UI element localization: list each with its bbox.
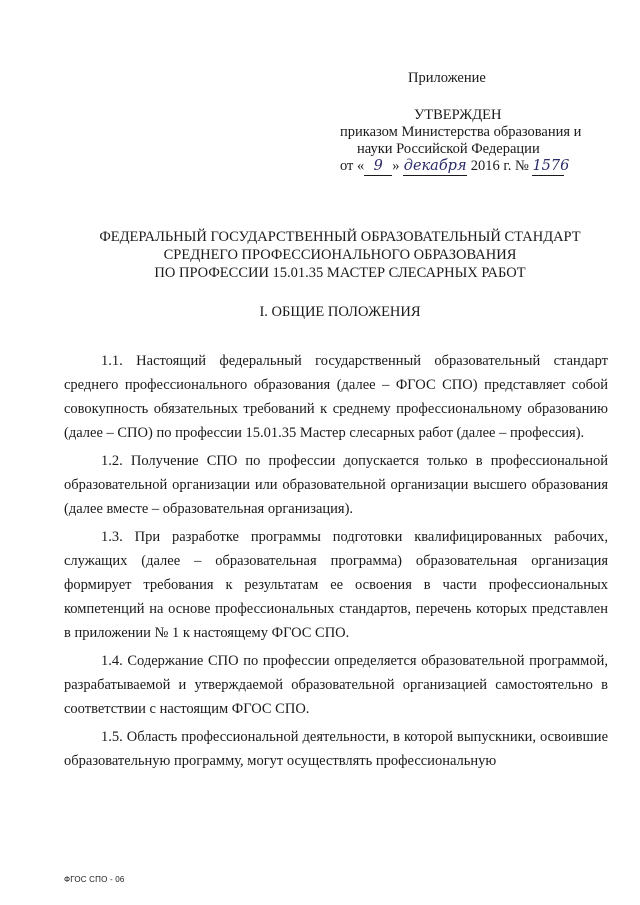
section-heading: I. ОБЩИЕ ПОЛОЖЕНИЯ — [259, 304, 421, 320]
document-body — [64, 349, 608, 777]
standard-title-line-2: СРЕДНЕГО ПРОФЕССИОНАЛЬНОГО ОБРАЗОВАНИЯ — [163, 247, 517, 263]
paragraph-1-4: 1.4. Содержание СПО по профессии определяется образовательной программой, разрабатываемой и утверждаемой образовательной организацией самостоятельно в соответствии с настоящим ФГОС СПО. — [64, 653, 608, 717]
appendix-label: Приложение — [408, 70, 486, 86]
date-day-handwritten: 9 — [364, 158, 392, 176]
paragraph-1-1: 1.1. Настоящий федеральный государственный образовательный стандарт среднего профессионального образования (далее – ФГОС СПО) представляет собой совокупность обязательных требований к среднему профессиональному образованию (далее – СПО) по профессии 15.01.35 Мастер слесарных работ (далее – профессия). — [64, 353, 608, 441]
date-prefix: от « — [340, 158, 365, 174]
order-number-handwritten: 1576 — [532, 158, 570, 174]
order-line-1: приказом Министерства образования и — [340, 124, 582, 140]
date-month-handwritten: декабря — [403, 158, 467, 174]
footer-code: ФГОС СПО - 06 — [64, 875, 125, 884]
approval-block — [340, 70, 600, 176]
paragraph-1-5: 1.5. Область профессиональной деятельности, в которой выпускники, освоившие образовательную программу, могут осуществлять профессиональную — [64, 729, 608, 769]
date-mid: » — [392, 158, 400, 174]
paragraph-1-2: 1.2. Получение СПО по профессии допускается только в профессиональной образовательной организации или образовательной организации высшего образования (далее вместе – образовательная организация). — [64, 453, 608, 517]
standard-title — [60, 228, 620, 282]
order-date-line — [340, 158, 600, 176]
standard-title-line-1: ФЕДЕРАЛЬНЫЙ ГОСУДАРСТВЕННЫЙ ОБРАЗОВАТЕЛЬНЫЙ СТАНДАРТ — [99, 229, 581, 245]
approved-label: УТВЕРЖДЕН — [414, 107, 502, 123]
paragraph-1-3: 1.3. При разработке программы подготовки квалифицированных рабочих, служащих (далее – образовательная программа) образовательная организация формирует требования к результатам ее освоения в части профессиональных компетенций на основе профессиональных стандартов, перечень которых представлен в приложении № 1 к настоящему ФГОС СПО. — [64, 529, 608, 641]
standard-title-line-3: ПО ПРОФЕССИИ 15.01.35 МАСТЕР СЛЕСАРНЫХ РАБОТ — [154, 265, 526, 281]
order-line-2: науки Российской Федерации — [357, 141, 540, 157]
date-year: 2016 г. № — [470, 158, 529, 174]
